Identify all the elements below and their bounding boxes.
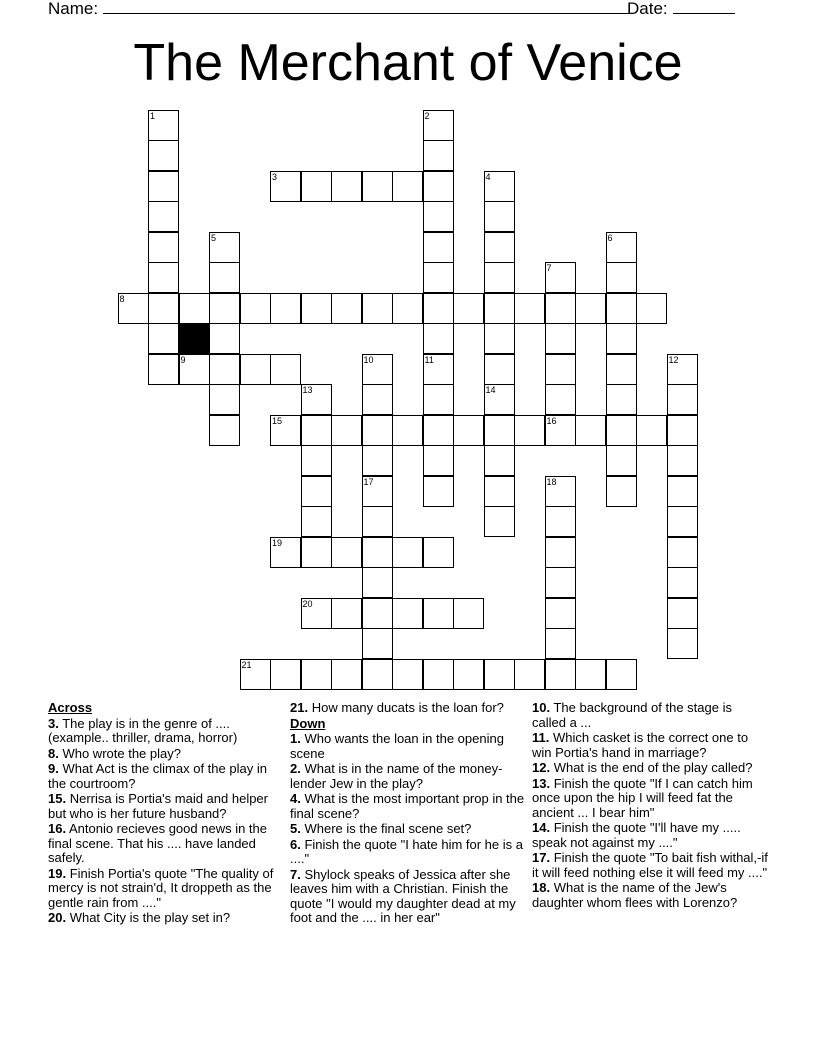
clue-number-14: 14 — [485, 385, 496, 395]
grid-cell[interactable] — [301, 659, 332, 690]
grid-cell[interactable] — [270, 415, 301, 446]
grid-cell[interactable] — [545, 537, 576, 568]
clue-number-1: 1 — [150, 110, 156, 121]
name-label: Name: — [48, 0, 99, 18]
grid-cell[interactable] — [606, 445, 637, 476]
clue-number-18: 18 — [546, 476, 557, 487]
grid-cell[interactable] — [545, 598, 576, 629]
grid-cell[interactable] — [331, 598, 362, 629]
grid-cell[interactable] — [270, 171, 301, 202]
clue-down-7: 7. Shylock speaks of Jessica after she leaves him with a Christian. Finish the quote "I would my daughter dead at my foot and the .... in her ear" — [290, 866, 516, 925]
clue-down-4: 4. What is the most important prop in the final scene? — [290, 791, 525, 821]
grid-cell[interactable] — [423, 659, 454, 690]
grid-cell[interactable] — [148, 323, 179, 354]
grid-cell[interactable] — [362, 171, 393, 202]
across-heading: Across — [48, 700, 93, 715]
grid-cell[interactable] — [545, 567, 576, 598]
grid-cell[interactable] — [484, 293, 515, 324]
grid-cell[interactable] — [331, 293, 362, 324]
page-title: The Merchant of Venice — [133, 34, 683, 92]
grid-cell[interactable] — [545, 384, 576, 415]
grid-cell[interactable] — [606, 293, 637, 324]
grid-cell[interactable] — [362, 415, 393, 446]
clue-down-18: 18. What is the name of the Jew's daughter whom flees with Lorenzo? — [532, 880, 738, 910]
clue-number-4: 4 — [485, 171, 491, 182]
grid-cell[interactable] — [606, 659, 637, 690]
grid-cell[interactable] — [362, 537, 393, 568]
clue-number-19: 19 — [272, 537, 283, 548]
grid-cell[interactable] — [301, 293, 332, 324]
clue-down-17: 17. Finish the quote "To bait fish withal,-if it will feed nothing else it will feed my ...." — [532, 850, 768, 880]
grid-cell[interactable] — [545, 323, 576, 354]
grid-cell[interactable] — [148, 262, 179, 293]
grid-cell[interactable] — [331, 171, 362, 202]
grid-cell[interactable] — [362, 659, 393, 690]
grid-cell[interactable] — [209, 262, 240, 293]
grid-cell[interactable] — [545, 262, 576, 293]
grid-cell[interactable] — [362, 476, 393, 507]
clue-number-8: 8 — [119, 293, 125, 304]
grid-cell[interactable] — [270, 354, 301, 385]
grid-cell[interactable] — [362, 384, 393, 415]
black-square — [179, 323, 210, 354]
grid-cell[interactable] — [148, 171, 179, 202]
clue-number-10: 10 — [363, 354, 374, 365]
grid-cell[interactable] — [606, 262, 637, 293]
grid-cell[interactable] — [362, 354, 393, 385]
grid-cell[interactable] — [606, 354, 637, 385]
grid-cell[interactable] — [423, 384, 454, 415]
grid-cell[interactable] — [362, 628, 393, 659]
grid-cell[interactable] — [423, 445, 454, 476]
grid-cell[interactable] — [240, 659, 271, 690]
grid-cell[interactable] — [545, 293, 576, 324]
clue-down-1: 1. Who wants the loan in the opening scene — [290, 731, 504, 761]
grid-cell[interactable] — [392, 659, 423, 690]
grid-cell[interactable] — [484, 171, 515, 202]
grid-cell[interactable] — [423, 476, 454, 507]
grid-cell[interactable] — [301, 537, 332, 568]
grid-cell[interactable] — [606, 232, 637, 263]
grid-cell[interactable] — [423, 415, 454, 446]
grid-cell[interactable] — [301, 171, 332, 202]
date-label: Date: — [627, 0, 668, 18]
grid-cell[interactable] — [667, 537, 698, 568]
grid-cell[interactable] — [118, 293, 149, 324]
grid-cell[interactable] — [453, 293, 484, 324]
grid-cell[interactable] — [301, 384, 332, 415]
grid-cell[interactable] — [575, 659, 606, 690]
grid-cell[interactable] — [392, 537, 423, 568]
grid-cell[interactable] — [575, 293, 606, 324]
clue-number-17: 17 — [363, 476, 374, 487]
grid-cell[interactable] — [667, 567, 698, 598]
grid-cell[interactable] — [606, 476, 637, 507]
grid-cell[interactable] — [514, 415, 545, 446]
clue-down-11: 11. Which casket is the correct one to win Portia's hand in marriage? — [532, 730, 749, 760]
grid-cell[interactable] — [179, 293, 210, 324]
grid-cell[interactable] — [545, 354, 576, 385]
grid-cell[interactable] — [331, 537, 362, 568]
grid-cell[interactable] — [423, 537, 454, 568]
grid-cell[interactable] — [514, 659, 545, 690]
grid-cell[interactable] — [606, 415, 637, 446]
grid-cell[interactable] — [423, 140, 454, 171]
grid-cell[interactable] — [484, 506, 515, 537]
grid-cell[interactable] — [301, 598, 332, 629]
grid-cell[interactable] — [667, 598, 698, 629]
clue-down-14: 14. Finish the quote "I'll have my ..... speak not against my ...." — [532, 820, 741, 850]
clue-number-13: 13 — [302, 385, 313, 395]
clue-down-5: 5. Where is the final scene set? — [290, 821, 472, 836]
grid-cell[interactable] — [606, 323, 637, 354]
grid-cell[interactable] — [148, 110, 179, 141]
grid-cell[interactable] — [392, 598, 423, 629]
clue-across-16: 16. Antonio recieves good news in the final scene. That his .... have landed safely. — [48, 821, 267, 865]
grid-cell[interactable] — [423, 201, 454, 232]
clue-number-3: 3 — [272, 171, 278, 182]
clue-across-21: 21. How many ducats is the loan for? — [290, 700, 504, 715]
clue-across-9: 9. What Act is the climax of the play in the courtroom? — [48, 761, 267, 791]
grid-cell[interactable] — [362, 598, 393, 629]
grid-cell[interactable] — [453, 415, 484, 446]
grid-cell[interactable] — [423, 293, 454, 324]
clue-down-2: 2. What is in the name of the money-lender Jew in the play? — [290, 761, 503, 791]
grid-cell[interactable] — [331, 415, 362, 446]
grid-cell[interactable] — [484, 201, 515, 232]
grid-cell[interactable] — [484, 659, 515, 690]
clue-number-7: 7 — [546, 263, 552, 273]
grid-cell[interactable] — [209, 232, 240, 263]
clue-number-16: 16 — [546, 415, 557, 426]
grid-cell[interactable] — [270, 537, 301, 568]
clue-down-12: 12. What is the end of the play called? — [532, 760, 753, 775]
grid-cell[interactable] — [545, 476, 576, 507]
grid-cell[interactable] — [575, 415, 606, 446]
grid-cell[interactable] — [545, 659, 576, 690]
grid-cell[interactable] — [667, 415, 698, 446]
grid-cell[interactable] — [209, 354, 240, 385]
grid-cell[interactable] — [301, 445, 332, 476]
grid-cell[interactable] — [209, 415, 240, 446]
grid-cell[interactable] — [514, 293, 545, 324]
grid-cell[interactable] — [209, 293, 240, 324]
down-heading: Down — [290, 715, 326, 731]
grid-cell[interactable] — [148, 232, 179, 263]
clue-number-2: 2 — [424, 110, 430, 121]
grid-cell[interactable] — [362, 293, 393, 324]
grid-cell[interactable] — [362, 445, 393, 476]
grid-cell[interactable] — [301, 415, 332, 446]
grid-cell[interactable] — [667, 506, 698, 537]
grid-cell[interactable] — [636, 293, 667, 324]
grid-cell[interactable] — [270, 293, 301, 324]
grid-cell[interactable] — [240, 293, 271, 324]
clue-across-8: 8. Who wrote the play? — [48, 745, 181, 761]
grid-cell[interactable] — [209, 384, 240, 415]
grid-cell[interactable] — [423, 171, 454, 202]
clue-number-6: 6 — [607, 232, 613, 243]
clues-column-2 — [290, 701, 526, 927]
grid-cell[interactable] — [484, 476, 515, 507]
clue-number-15: 15 — [272, 415, 283, 426]
grid-cell[interactable] — [667, 476, 698, 507]
grid-cell[interactable] — [301, 476, 332, 507]
grid-cell[interactable] — [484, 384, 515, 415]
grid-cell[interactable] — [667, 354, 698, 385]
clue-across-19: 19. Finish Portia's quote "The quality of mercy is not strain'd, It droppeth as the gentle rain from ...." — [48, 865, 274, 910]
clue-number-5: 5 — [211, 232, 217, 243]
grid-cell[interactable] — [301, 506, 332, 537]
grid-cell[interactable] — [667, 445, 698, 476]
grid-cell[interactable] — [423, 323, 454, 354]
grid-cell[interactable] — [209, 323, 240, 354]
grid-cell[interactable] — [392, 293, 423, 324]
grid-cell[interactable] — [423, 354, 454, 385]
grid-cell[interactable] — [484, 415, 515, 446]
grid-cell[interactable] — [179, 354, 210, 385]
grid-cell[interactable] — [331, 659, 362, 690]
grid-cell[interactable] — [453, 598, 484, 629]
grid-cell[interactable] — [148, 293, 179, 324]
clue-number-21: 21 — [241, 659, 252, 670]
clue-down-13: 13. Finish the quote "If I can catch him once upon the hip I will feed fat the ancient ... I bear him" — [532, 775, 753, 820]
grid-cell[interactable] — [545, 415, 576, 446]
clue-across-3: 3. The play is in the genre of .... (example.. thriller, drama, horror) — [48, 715, 238, 745]
clues-column-1 — [48, 701, 284, 927]
grid-cell[interactable] — [148, 201, 179, 232]
grid-cell[interactable] — [423, 262, 454, 293]
clue-number-9: 9 — [180, 354, 186, 365]
grid-cell[interactable] — [484, 262, 515, 293]
grid-cell[interactable] — [240, 354, 271, 385]
clue-down-6: 6. Finish the quote "I hate him for he is a ...." — [290, 836, 523, 866]
grid-cell[interactable] — [392, 415, 423, 446]
grid-cell[interactable] — [667, 628, 698, 659]
clue-number-20: 20 — [302, 598, 313, 609]
grid-cell[interactable] — [148, 140, 179, 171]
grid-cell[interactable] — [636, 415, 667, 446]
grid-cell[interactable] — [423, 110, 454, 141]
grid-cell[interactable] — [423, 598, 454, 629]
grid-cell[interactable] — [270, 659, 301, 690]
grid-cell[interactable] — [545, 628, 576, 659]
grid-cell[interactable] — [392, 171, 423, 202]
grid-cell[interactable] — [484, 354, 515, 385]
grid-cell[interactable] — [423, 232, 454, 263]
grid-cell[interactable] — [545, 506, 576, 537]
grid-cell[interactable] — [453, 659, 484, 690]
clues-column-3 — [532, 701, 768, 911]
grid-cell[interactable] — [484, 445, 515, 476]
clue-across-15: 15. Nerrisa is Portia's maid and helper but who is her future husband? — [48, 791, 268, 821]
grid-cell[interactable] — [484, 323, 515, 354]
grid-cell[interactable] — [362, 567, 393, 598]
clue-down-10: 10. The background of the stage is called a ... — [532, 700, 732, 730]
grid-cell[interactable] — [606, 384, 637, 415]
grid-cell[interactable] — [362, 506, 393, 537]
grid-cell[interactable] — [484, 232, 515, 263]
clue-number-11: 11 — [424, 354, 434, 365]
grid-cell[interactable] — [148, 354, 179, 385]
grid-cell[interactable] — [667, 384, 698, 415]
clue-number-12: 12 — [668, 354, 679, 365]
clue-across-20: 20. What City is the play set in? — [48, 910, 231, 925]
